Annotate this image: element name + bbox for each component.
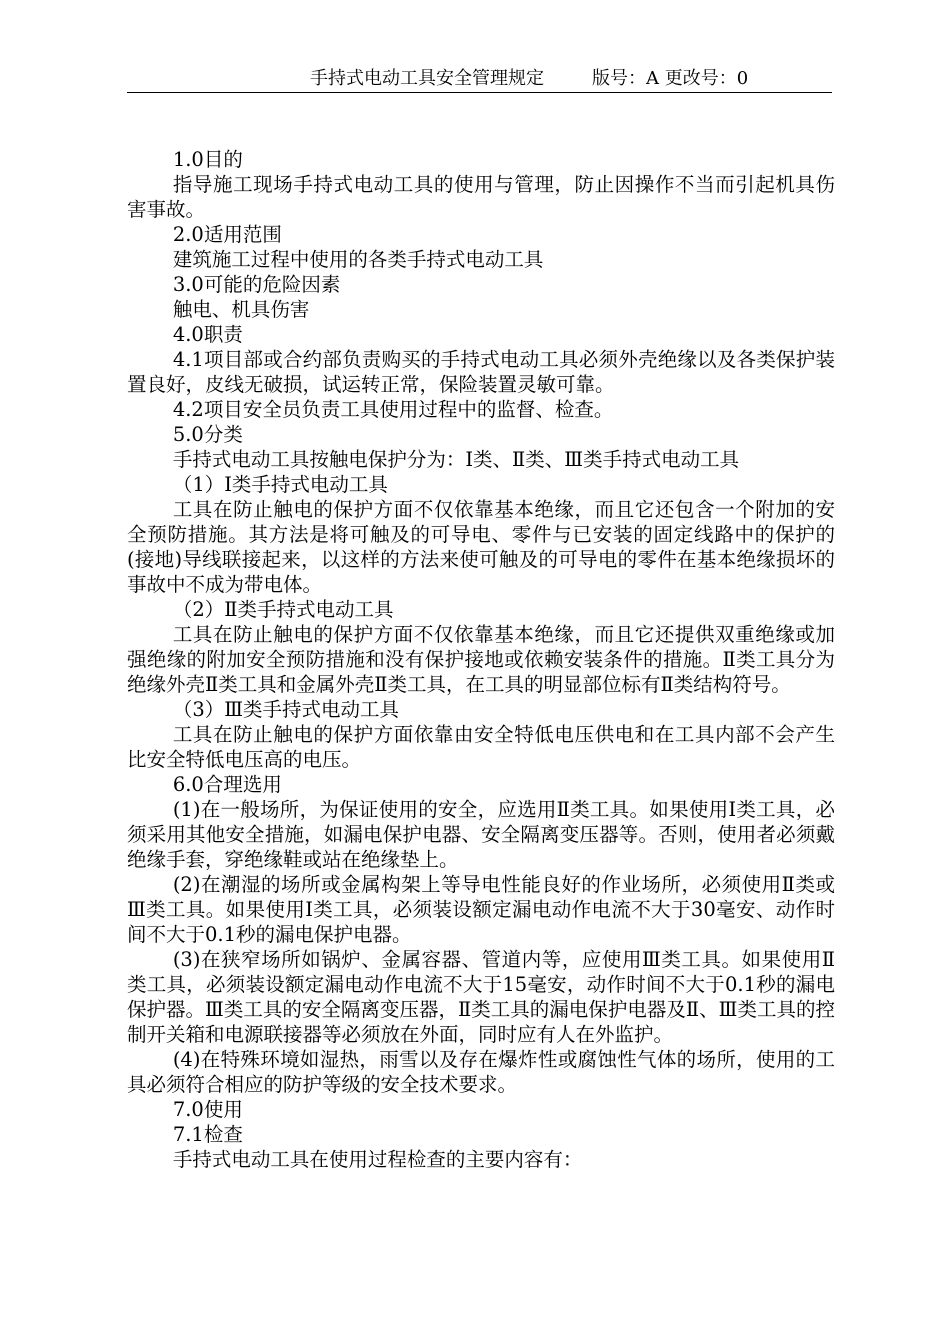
section-heading: 6.0合理选用	[172, 773, 282, 796]
section-heading: 4.0职责	[172, 323, 243, 346]
body-paragraph: (3)在狭窄场所如锅炉、金属容器、管道内等，应使用Ⅲ类工具。如果使用Ⅱ类工具，必须装设额定漏电动作电流不大于15毫安，动作时间不大于0.1秒的漏电保护器。Ⅲ类工具的安全隔离变压器，Ⅱ类工具的漏电保护电器及Ⅱ、Ⅲ类工具的控制开关箱和电源联接器等必须放在外面，同时应有人在外监护。	[127, 948, 835, 1046]
section-heading: 5.0分类	[172, 423, 243, 446]
body-paragraph: (1)在一般场所，为保证使用的安全，应选用Ⅱ类工具。如果使用Ⅰ类工具，必须采用其他安全措施，如漏电保护电器、安全隔离变压器等。否则，使用者必须戴绝缘手套，穿绝缘鞋或站在绝缘垫上。	[127, 798, 835, 871]
subsection-heading: （1）Ⅰ类手持式电动工具	[172, 473, 388, 496]
body-paragraph: 4.1项目部或合约部负责购买的手持式电动工具必须外壳绝缘以及各类保护装置良好，皮线无破损，试运转正常，保险装置灵敏可靠。	[127, 348, 835, 396]
subsection-heading: 7.1检查	[172, 1123, 243, 1146]
section-heading: 7.0使用	[172, 1098, 243, 1121]
page-header	[127, 66, 832, 93]
document-title: 手持式电动工具安全管理规定	[310, 68, 544, 89]
body-paragraph: (2)在潮湿的场所或金属构架上等导电性能良好的作业场所，必须使用Ⅱ类或Ⅲ类工具。如果使用Ⅰ类工具，必须装设额定漏电动作电流不大于30毫安、动作时间不大于0.1秒的漏电保护电器。	[127, 873, 835, 946]
body-paragraph: (4)在特殊环境如湿热，雨雪以及存在爆炸性或腐蚀性气体的场所，使用的工具必须符合相应的防护等级的安全技术要求。	[127, 1048, 835, 1096]
body-paragraph: 工具在防止触电的保护方面依靠由安全特低电压供电和在工具内部不会产生比安全特低电压高的电压。	[127, 723, 835, 771]
body-paragraph: 指导施工现场手持式电动工具的使用与管理，防止因操作不当而引起机具伤害事故。	[127, 173, 835, 221]
section-heading: 1.0目的	[172, 148, 243, 171]
body-paragraph: 工具在防止触电的保护方面不仅依靠基本绝缘，而且它还提供双重绝缘或加强绝缘的附加安全预防措施和没有保护接地或依赖安装条件的措施。Ⅱ类工具分为绝缘外壳Ⅱ类工具和金属外壳Ⅱ类工具，在工具的明显部位标有Ⅱ类结构符号。	[127, 623, 835, 696]
body-paragraph: 建筑施工过程中使用的各类手持式电动工具	[172, 248, 544, 271]
version-info: 版号：A 更改号：0	[592, 68, 749, 89]
body-paragraph: 触电、机具伤害	[172, 298, 310, 321]
body-paragraph: 手持式电动工具按触电保护分为：Ⅰ类、Ⅱ类、Ⅲ类手持式电动工具	[172, 448, 740, 471]
body-paragraph: 手持式电动工具在使用过程检查的主要内容有：	[172, 1148, 583, 1171]
body-paragraph: 4.2项目安全员负责工具使用过程中的监督、检查。	[172, 398, 614, 421]
body-paragraph: 工具在防止触电的保护方面不仅依靠基本绝缘，而且它还包含一个附加的安全预防措施。其方法是将可触及的可导电、零件与已安装的固定线路中的保护的(接地)导线联接起来，以这样的方法来使可触及的可导电的零件在基本绝缘损坏的事故中不成为带电体。	[127, 498, 835, 596]
section-heading: 3.0可能的危险因素	[172, 273, 341, 296]
section-heading: 2.0适用范围	[172, 223, 282, 246]
document-body	[127, 147, 835, 1172]
subsection-heading: （3）Ⅲ类手持式电动工具	[172, 698, 400, 721]
subsection-heading: （2）Ⅱ类手持式电动工具	[172, 598, 394, 621]
